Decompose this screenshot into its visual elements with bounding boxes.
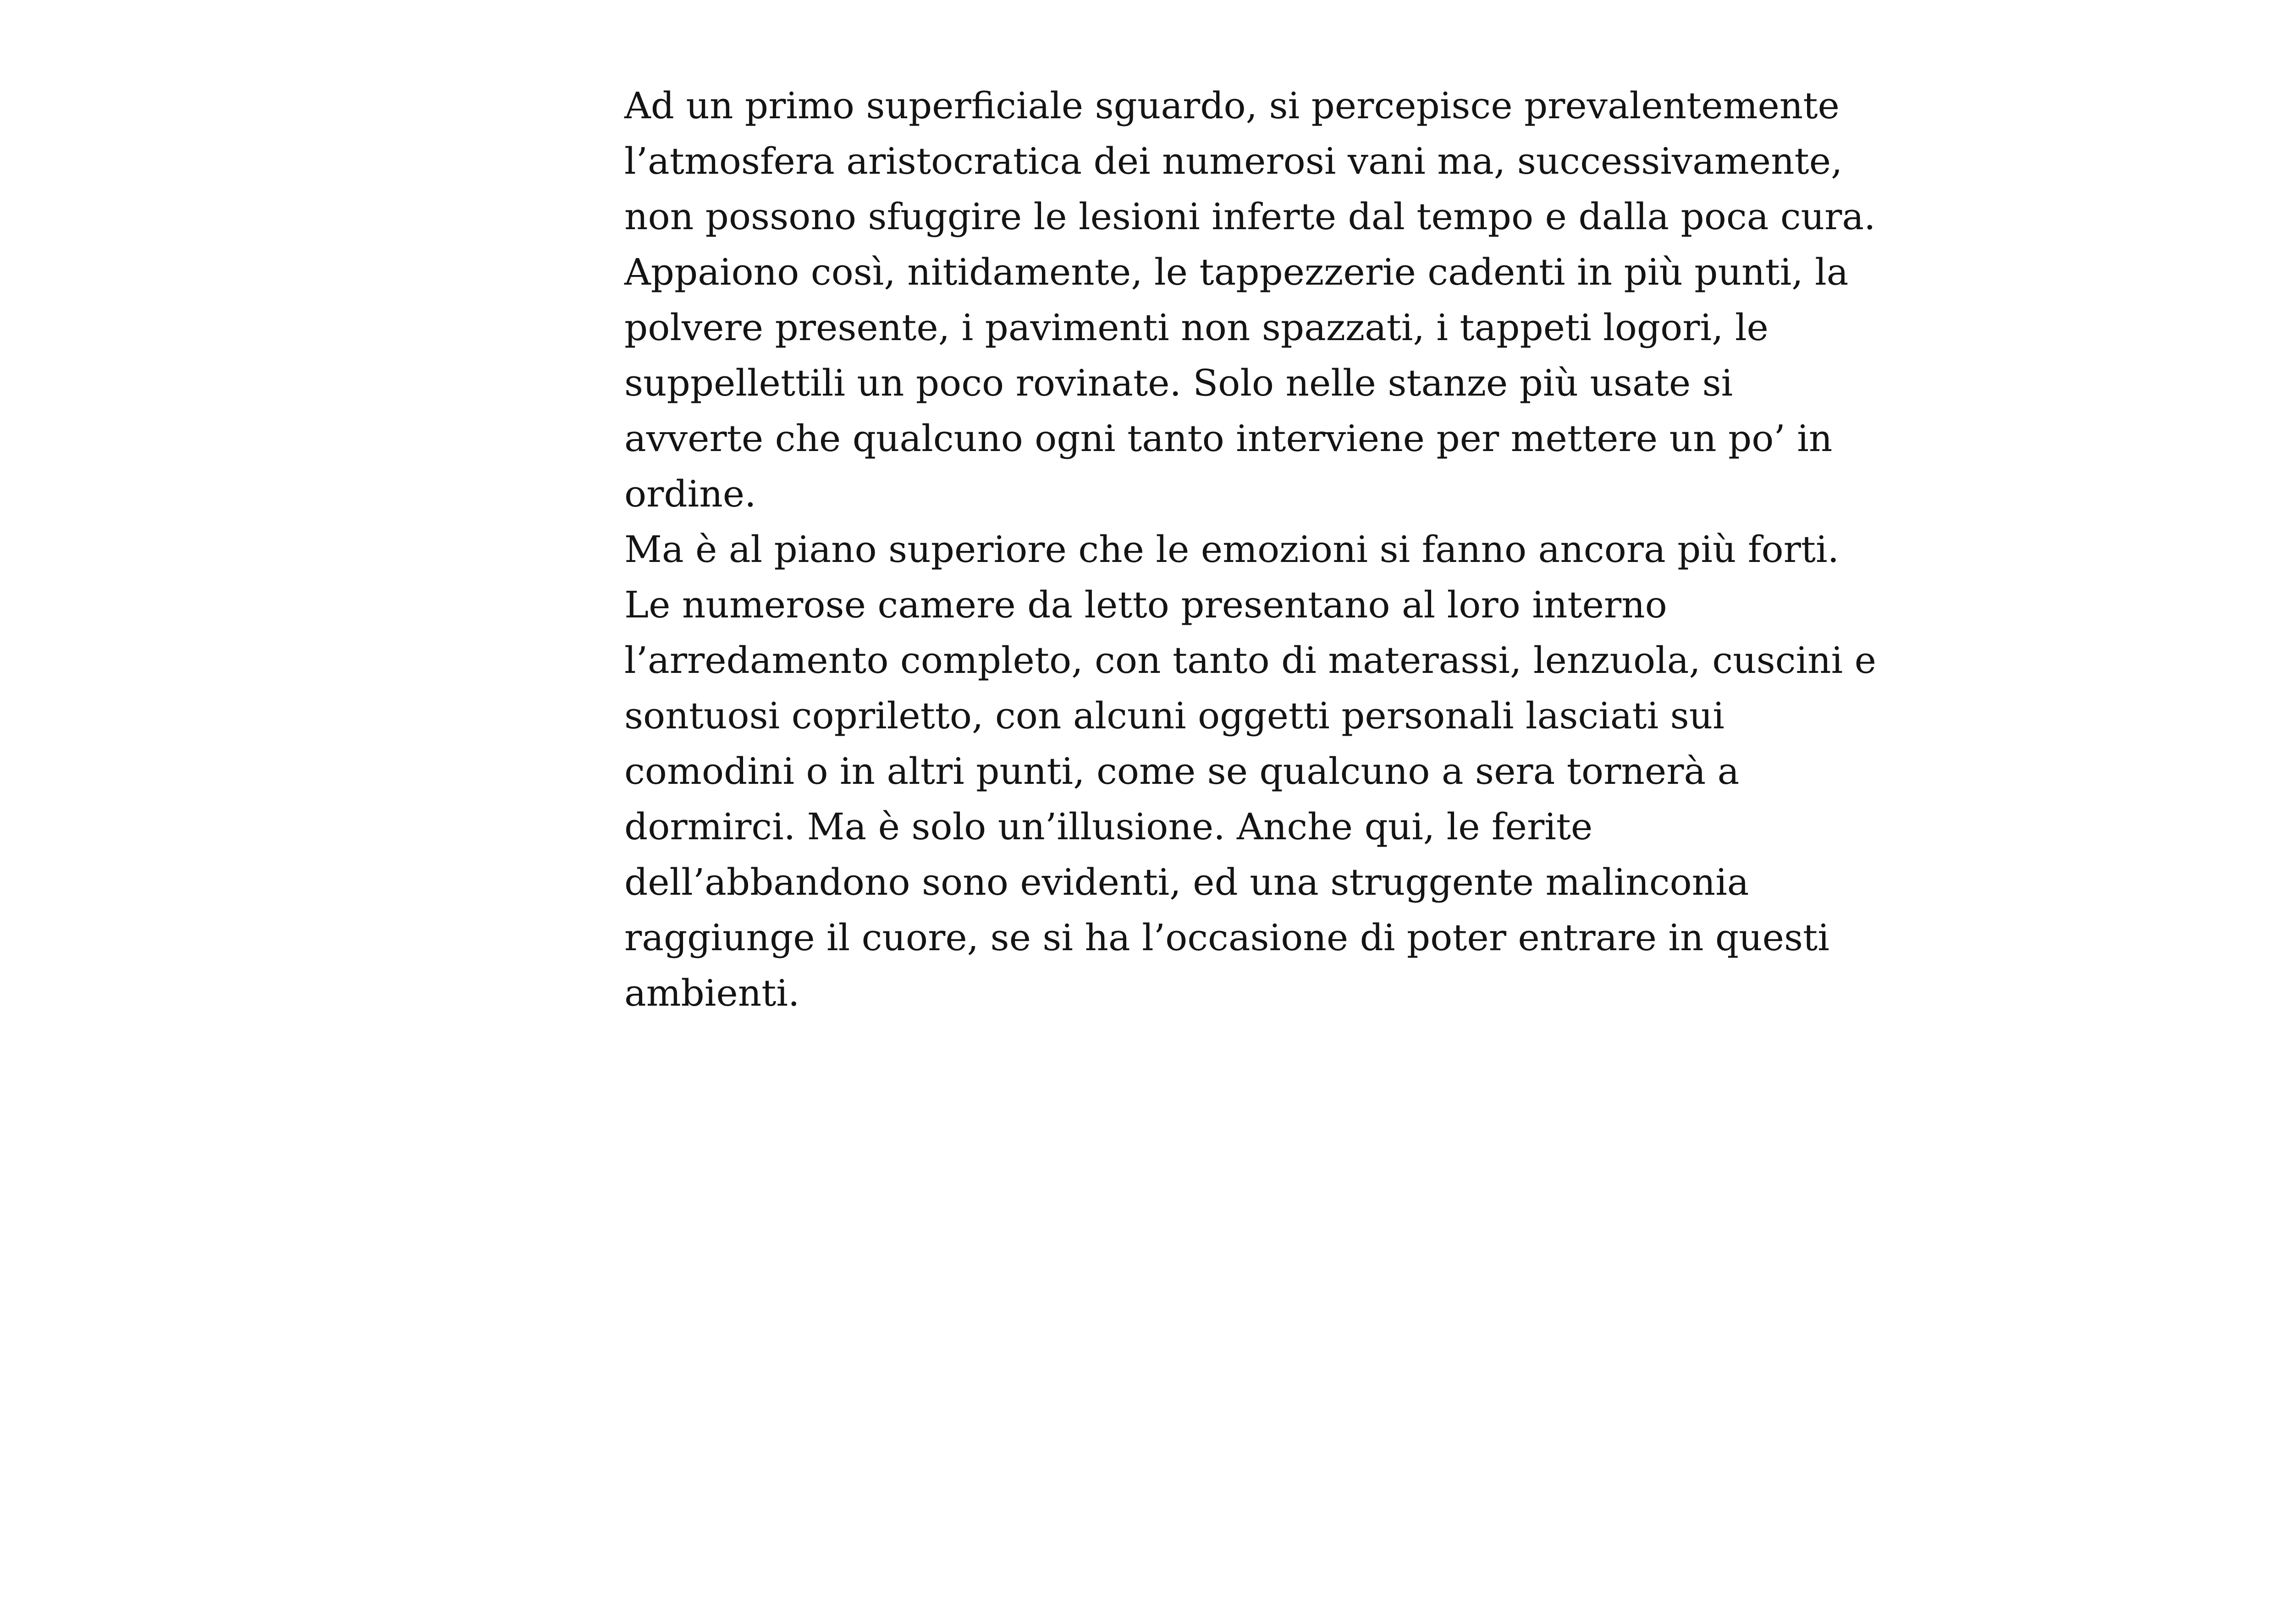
text-line: dell’abbandono sono evidenti, ed una struggente malinconia xyxy=(624,861,1749,903)
text-line: Ma è al piano superiore che le emozioni si fanno ancora più forti. xyxy=(624,528,1840,571)
text-line: Appaiono così, nitidamente, le tappezzerie cadenti in più punti, la xyxy=(624,251,1849,293)
text-line: dormirci. Ma è solo un’illusione. Anche qui, le ferite xyxy=(624,805,1593,848)
text-line: l’arredamento completo, con tanto di materassi, lenzuola, cuscini e xyxy=(624,639,1876,682)
text-line: comodini o in altri punti, come se qualcuno a sera tornerà a xyxy=(624,750,1740,793)
text-line: avverte che qualcuno ogni tanto interviene per mettere un po’ in xyxy=(624,417,1833,460)
text-line: Le numerose camere da letto presentano al loro interno xyxy=(624,584,1667,626)
text-line: suppellettili un poco rovinate. Solo nelle stanze più usate si xyxy=(624,362,1733,404)
text-line: l’atmosfera aristocratica dei numerosi vani ma, successivamente, xyxy=(624,140,1843,182)
text-line: raggiunge il cuore, se si ha l’occasione di poter entrare in questi xyxy=(624,916,1829,959)
body-text xyxy=(624,78,1908,1021)
text-line: ordine. xyxy=(624,473,756,515)
text-line: ambienti. xyxy=(624,972,800,1014)
text-line: polvere presente, i pavimenti non spazzati, i tappeti logori, le xyxy=(624,306,1769,349)
text-line: non possono sfuggire le lesioni inferte dal tempo e dalla poca cura. xyxy=(624,195,1876,238)
text-line: sontuosi copriletto, con alcuni oggetti personali lasciati sui xyxy=(624,694,1725,737)
text-line: Ad un primo superficiale sguardo, si percepisce prevalentemente xyxy=(624,84,1840,127)
